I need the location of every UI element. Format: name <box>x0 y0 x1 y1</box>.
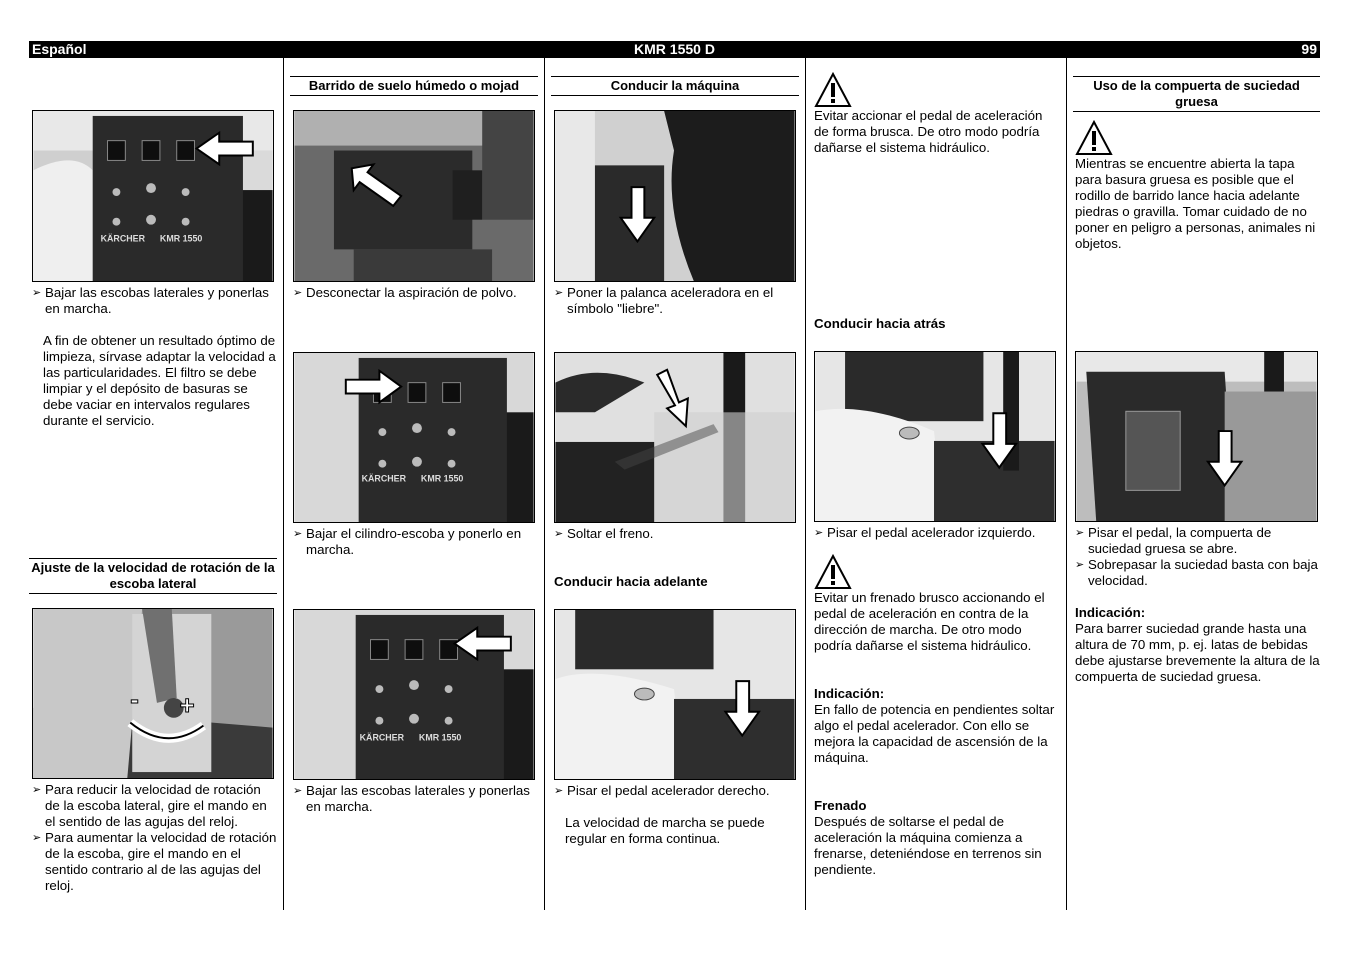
instruction-item: ➢ Soltar el freno. <box>554 526 800 542</box>
note-text: La velocidad de marcha se puede regular en forma continua. <box>565 815 765 846</box>
panel-model-label: KMR 1550 <box>420 473 464 484</box>
photo-left-pedal <box>814 351 1056 522</box>
panel-brand-label: KÄRCHER <box>361 473 406 484</box>
brake-title: Frenado <box>814 798 867 813</box>
section-title: Barrido de suelo húmedo o mojad <box>290 76 538 96</box>
note-text: A fin de obtener un resultado óptimo de limpieza, sírvase adaptar la velocidad a las particularidades. El filtro se debe limpiar y el depósito de basuras se debe vaciar en intervalos regulares durante el servicio. <box>43 333 276 428</box>
column-divider <box>1066 58 1067 910</box>
subheading: Conducir hacia atrás <box>814 316 946 331</box>
photo-throttle-lever <box>554 110 796 282</box>
subheading: Conducir hacia adelante <box>554 574 708 589</box>
instruction-item: ➢ Bajar el cilindro-escoba y ponerlo en marcha. <box>293 526 539 558</box>
instruction-item: ➢ Sobrepasar la suciedad basta con baja velocidad. <box>1075 557 1321 589</box>
page-header <box>29 41 1320 58</box>
warning-icon <box>814 554 852 590</box>
photo-right-pedal <box>554 609 796 780</box>
warning-text: Mientras se encuentre abierta la tapa para basura gruesa es posible que el rodillo de barrido lance hacia adelante piedras o gravilla. Tomar cuidado de no poner en peligro a personas, animales ni objetos. <box>1075 156 1316 251</box>
instruction-item: ➢ Bajar las escobas laterales y ponerlas en marcha. <box>32 285 278 317</box>
warning-text: Evitar accionar el pedal de aceleración de forma brusca. De otro modo podría dañarse el sistema hidráulico. <box>814 108 1043 155</box>
panel-brand-label: KÄRCHER <box>100 233 145 244</box>
panel-brand-label: KÄRCHER <box>359 732 405 743</box>
instruction-item: ➢ Pisar el pedal, la compuerta de suciedad gruesa se abre. <box>1075 525 1321 557</box>
indication-title: Indicación: <box>1075 605 1146 620</box>
photo-side-brush-knob <box>32 608 274 779</box>
header-language: Español <box>32 41 87 57</box>
photo-control-panel-cylinder <box>293 352 535 523</box>
photo-coarse-dirt-flap <box>1075 351 1318 522</box>
brake-text: Después de soltarse el pedal de aceleración la máquina comienza a frenarse, deteniéndose en terrenos sin pendiente. <box>814 814 1042 877</box>
page-number: 99 <box>1301 41 1317 57</box>
photo-dust-extraction <box>293 110 535 282</box>
instruction-item: ➢ Pisar el pedal acelerador izquierdo. <box>814 525 1060 541</box>
section-title: Conducir la máquina <box>551 76 799 96</box>
section-title: Uso de la compuerta de suciedad gruesa <box>1073 76 1320 112</box>
panel-model-label: KMR 1550 <box>418 732 462 743</box>
indication-title: Indicación: <box>814 686 885 701</box>
photo-control-panel-side-brushes-2 <box>293 609 535 780</box>
plus-label: + <box>179 691 195 720</box>
warning-icon <box>814 72 852 108</box>
column-divider <box>805 58 806 910</box>
section-title: Ajuste de la velocidad de rotación de la escoba lateral <box>29 558 277 594</box>
photo-control-panel-side-brushes <box>32 110 274 282</box>
photo-brake-lever <box>554 352 796 523</box>
instruction-item: ➢ Pisar el pedal acelerador derecho. <box>554 783 800 799</box>
instruction-item: ➢ Desconectar la aspiración de polvo. <box>293 285 539 301</box>
column-divider <box>544 58 545 910</box>
instruction-item: ➢ Para reducir la velocidad de rotación de la escoba lateral, gire el mando en el sentido de las agujas del reloj. <box>32 782 278 830</box>
instruction-item: ➢ Bajar las escobas laterales y ponerlas en marcha. <box>293 783 539 815</box>
column-divider <box>283 58 284 910</box>
warning-text: Evitar un frenado brusco accionando el pedal de aceleración en contra de la dirección de marcha. De otro modo podría dañarse el sistema hidráulico. <box>814 590 1045 653</box>
instruction-item: ➢ Para aumentar la velocidad de rotación de la escoba, gire el mando en el sentido contrario al de las agujas del reloj. <box>32 830 278 894</box>
instruction-item: ➢ Poner la palanca aceleradora en el símbolo "liebre". <box>554 285 800 317</box>
indication-text: Para barrer suciedad grande hasta una altura de 70 mm, p. ej. latas de bebidas debe ajustarse brevemente la altura de la compuerta de suciedad gruesa. <box>1075 621 1320 684</box>
header-model: KMR 1550 D <box>634 41 715 57</box>
minus-label: - <box>130 685 139 714</box>
indication-text: En fallo de potencia en pendientes soltar algo el pedal acelerador. Con ello se mejora la capacidad de ascensión de la máquina. <box>814 702 1055 765</box>
warning-icon <box>1075 120 1113 156</box>
panel-model-label: KMR 1550 <box>159 233 203 244</box>
